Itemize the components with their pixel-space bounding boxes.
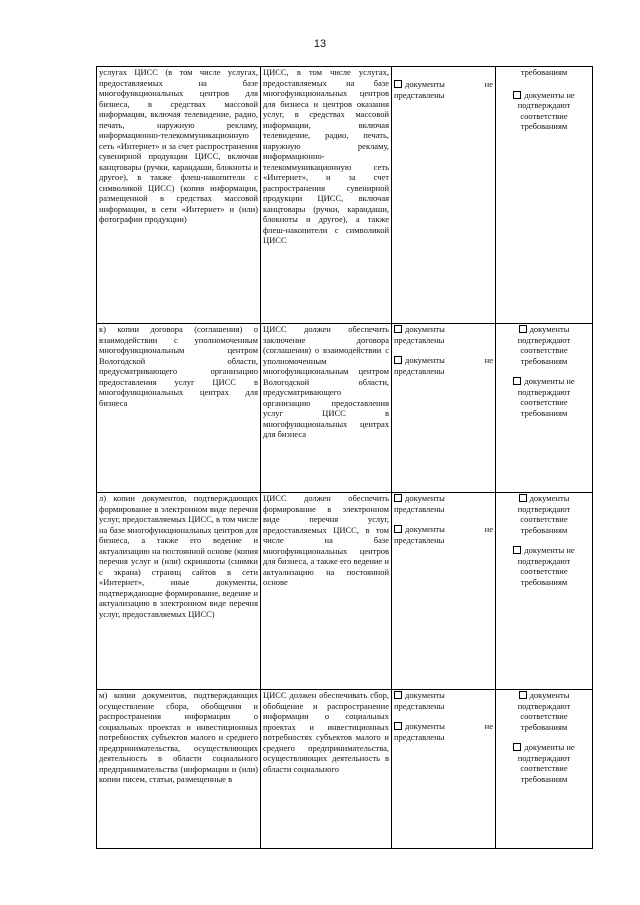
option-label: документы не представлены	[394, 355, 493, 376]
compliance-confirmed-option[interactable]	[498, 493, 590, 535]
compliance-cell	[496, 324, 593, 493]
checkbox-icon[interactable]	[519, 691, 527, 699]
docs-not-submitted-option[interactable]	[394, 79, 493, 100]
documents-cell	[392, 493, 496, 690]
option-label: документы не подтверждают соответствие требованиям	[517, 89, 575, 131]
option-label: документы подтверждают соответствие требованиям	[517, 690, 571, 732]
option-label: документы не представлены	[394, 721, 493, 742]
compliance-not-confirmed-option[interactable]	[498, 90, 590, 132]
requirement-text: ЦИСС должен обеспечить формирование в электронном виде перечня услуг, предоставляемых ЦИСС, в том числе на базе многофункциональных центров для бизнеса, а также его ведение и актуализацию на постоянной основе	[261, 493, 392, 690]
document-description: м) копии документов, подтверждающих осуществление сбора, обобщения и распространения информации о социальных проектах и инвестиционных потребностях субъектов малого и среднего предпринимательства, осуществляющих деятельность в области социального предпринимательства (информации и (или) копии писем, статьи, размещенные в	[97, 690, 261, 849]
checkbox-icon[interactable]	[394, 691, 402, 699]
compliance-not-confirmed-option[interactable]	[498, 545, 590, 587]
checkbox-icon[interactable]	[513, 377, 521, 385]
docs-not-submitted-option[interactable]	[394, 355, 493, 376]
documents-cell	[392, 690, 496, 849]
checkbox-icon[interactable]	[394, 325, 402, 333]
compliance-cell	[496, 690, 593, 849]
docs-submitted-option[interactable]	[394, 493, 493, 514]
option-label: документы представлены	[394, 493, 445, 514]
checkbox-icon[interactable]	[513, 91, 521, 99]
checkbox-icon[interactable]	[519, 494, 527, 502]
checkbox-icon[interactable]	[394, 356, 402, 364]
docs-not-submitted-option[interactable]	[394, 721, 493, 742]
docs-submitted-option[interactable]	[394, 690, 493, 711]
option-label: документы подтверждают соответствие требованиям	[517, 493, 571, 535]
documents-cell	[392, 67, 496, 324]
checkbox-icon[interactable]	[513, 743, 521, 751]
document-description: услугах ЦИСС (в том числе услугах, предоставляемых на базе многофункциональных центров для бизнеса, в средствах массовой информации, включая телевидение, радио, печать, наружную рекламу, информационно-телекоммуникационную сеть «Интернет» и за счет распространения сувенирной продукции ЦИСС, включая канцтовары (ручки, карандаши, блокноты и другое), в также флеш-накопители с символикой ЦИСС) (копия информации, размещенной в средствах массовой информации, в сети «Интернет» и (или) фотографии продукции)	[97, 67, 261, 324]
option-label: документы не представлены	[394, 524, 493, 545]
compliance-text-continued: требованиям	[520, 67, 568, 77]
checkbox-icon[interactable]	[513, 546, 521, 554]
checkbox-icon[interactable]	[394, 722, 402, 730]
compliance-cell	[496, 493, 593, 690]
option-label: документы не подтверждают соответствие требованиям	[517, 742, 575, 784]
checkbox-icon[interactable]	[394, 494, 402, 502]
table-row	[97, 324, 593, 493]
checkbox-icon[interactable]	[394, 525, 402, 533]
compliance-confirmed-option[interactable]	[498, 690, 590, 732]
documents-cell	[392, 324, 496, 493]
document-description: л) копии документов, подтверждающих формирование в электронном виде перечня услуг, предоставляемых ЦИСС, в том числе на базе многофункциональных центров для бизнеса, а также его ведение и актуализацию на постоянной основе (копия перечня услуг и (или) скриншоты (снимки с экрана) страниц сайтов в сети «Интернет», иные документы, подтверждающие формирование, ведение и актуализацию в электронном виде перечня услуг, предоставляемых ЦИСС)	[97, 493, 261, 690]
option-label: документы не представлены	[394, 79, 493, 100]
table-row	[97, 493, 593, 690]
requirement-text: ЦИСС должен обеспечивать сбор, обобщение и распространение информации о социальных проектах и инвестиционных потребностях субъектов малого и среднего предпринимательства, осуществляющих деятельность в области социального	[261, 690, 392, 849]
compliance-confirmed-option[interactable]	[498, 324, 590, 366]
compliance-not-confirmed-option[interactable]	[498, 376, 590, 418]
option-label: документы представлены	[394, 324, 445, 345]
requirement-text: ЦИСС должен обеспечить заключение договора (соглашения) о взаимодействии с уполномоченным многофункциональным центром Вологодской области, предусматривающего организацию предоставления услуг ЦИСС в многофункциональных центрах для бизнеса	[261, 324, 392, 493]
checkbox-icon[interactable]	[519, 325, 527, 333]
option-label: документы не подтверждают соответствие требованиям	[517, 545, 575, 587]
document-description: к) копии договора (соглашения) о взаимодействии с уполномоченным многофункциональным центром Вологодской области, предусматривающего организацию предоставления услуг ЦИСС в многофункциональных центрах для бизнеса	[97, 324, 261, 493]
checkbox-icon[interactable]	[394, 80, 402, 88]
table-row	[97, 67, 593, 324]
docs-not-submitted-option[interactable]	[394, 524, 493, 545]
table-row	[97, 690, 593, 849]
requirement-text: ЦИСС, в том числе услугах, предоставляемых на базе многофункциональных центров для бизнеса и центров оказания услуг, в средствах массовой информации, включая телевидение, радио, печать, наружную рекламу, информационно-телекоммуникационную сеть «Интернет», и за счет распространения сувенирной продукции ЦИСС, включая канцтовары (ручки, карандаши, блокноты и другое), а также флеш-накопители с символикой ЦИСС	[261, 67, 392, 324]
option-label: документы представлены	[394, 690, 445, 711]
option-label: документы подтверждают соответствие требованиям	[517, 324, 571, 366]
option-label: документы не подтверждают соответствие требованиям	[517, 376, 575, 418]
docs-submitted-option[interactable]	[394, 324, 493, 345]
compliance-cell	[496, 67, 593, 324]
requirements-table	[96, 66, 593, 849]
compliance-not-confirmed-option[interactable]	[498, 742, 590, 784]
page-number: 13	[313, 38, 327, 50]
